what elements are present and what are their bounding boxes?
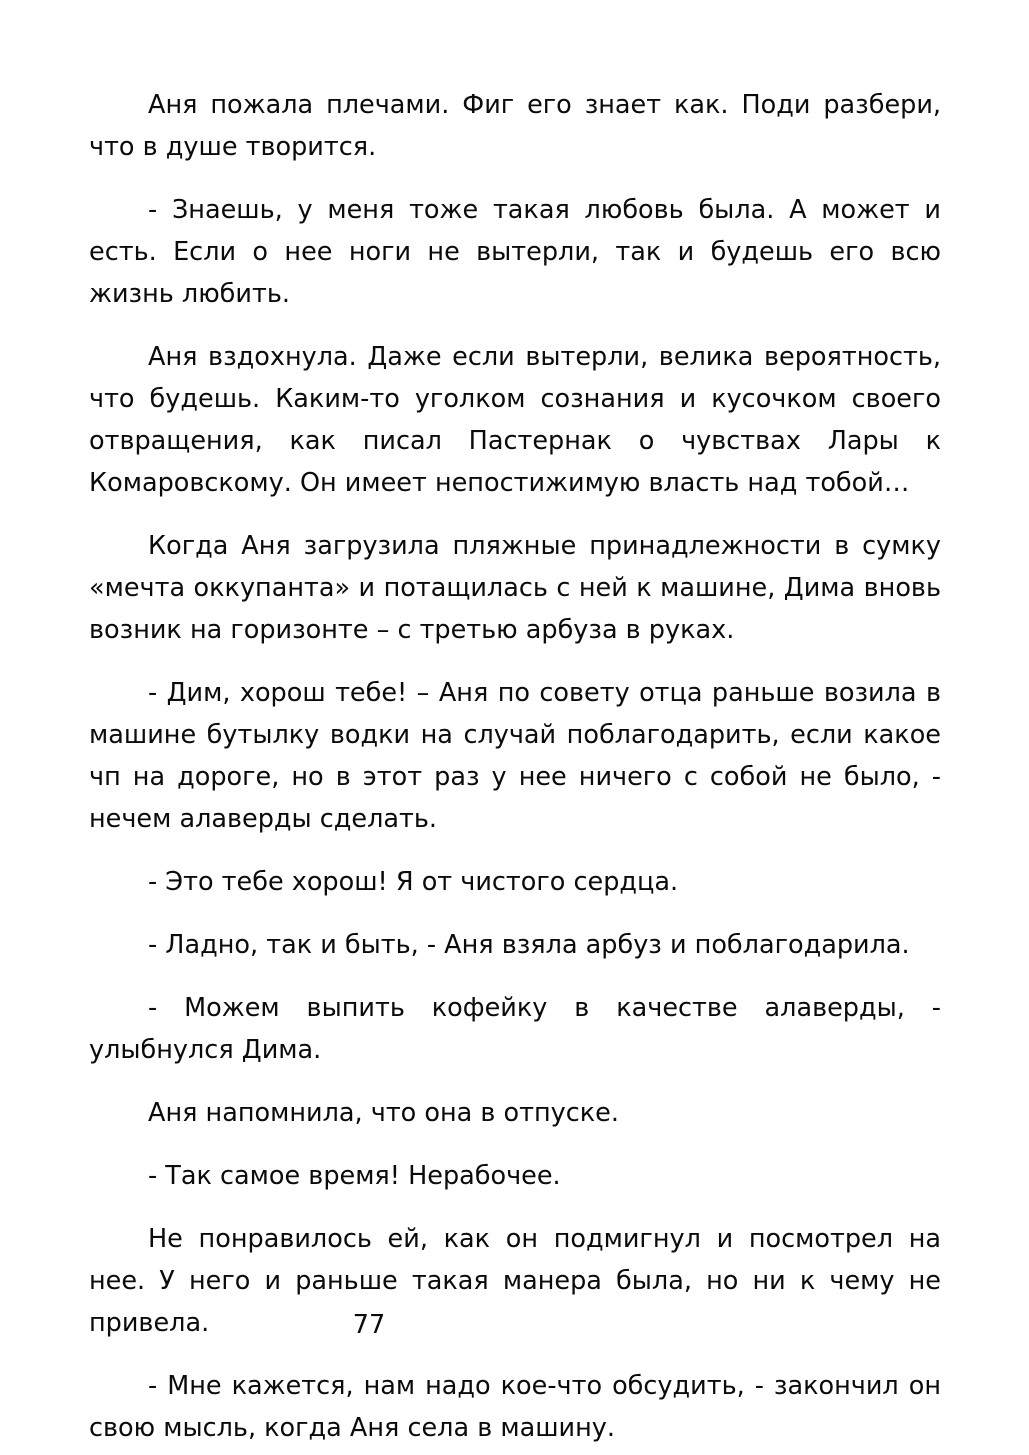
paragraph: - Это тебе хорош! Я от чистого сердца. bbox=[148, 867, 679, 897]
paragraph: Аня пожала плечами. Фиг его знает как. Поди разбери, что в душе творится. bbox=[89, 90, 941, 162]
paragraph: - Ладно, так и быть, - Аня взяла арбуз и поблагодарила. bbox=[148, 930, 910, 960]
paragraph: - Мне кажется, нам надо кое-что обсудить, - закончил он свою мысль, когда Аня села в машину. bbox=[89, 1371, 941, 1443]
paragraph: - Дим, хорош тебе! – Аня по совету отца раньше возила в машине бутылку водки на случай поблагодарить, если какое чп на дороге, но в этот раз у нее ничего с собой не было, - нечем алаверды сделать. bbox=[89, 678, 941, 834]
paragraph: Аня вздохнула. Даже если вытерли, велика вероятность, что будешь. Каким-то уголком сознания и кусочком своего отвращения, как писал Пастернак о чувствах Лары к Комаровскому. Он имеет непостижимую власть над тобой… bbox=[89, 342, 941, 498]
paragraph: - Можем выпить кофейку в качестве алаверды, - улыбнулся Дима. bbox=[89, 993, 941, 1065]
paragraph: - Так самое время! Нерабочее. bbox=[148, 1161, 561, 1191]
paragraph: Не понравилось ей, как он подмигнул и посмотрел на нее. У него и раньше такая манера была, но ни к чему не привела. bbox=[89, 1224, 941, 1338]
page-number: 77 bbox=[352, 1310, 386, 1340]
paragraph: - Знаешь, у меня тоже такая любовь была. А может и есть. Если о нее ноги не вытерли, так и будешь его всю жизнь любить. bbox=[89, 195, 941, 309]
page-body-text bbox=[89, 84, 941, 1449]
paragraph: Когда Аня загрузила пляжные принадлежности в сумку «мечта оккупанта» и потащилась с ней к машине, Дима вновь возник на горизонте – с третью арбуза в руках. bbox=[89, 531, 941, 645]
paragraph: Аня напомнила, что она в отпуске. bbox=[148, 1098, 619, 1128]
